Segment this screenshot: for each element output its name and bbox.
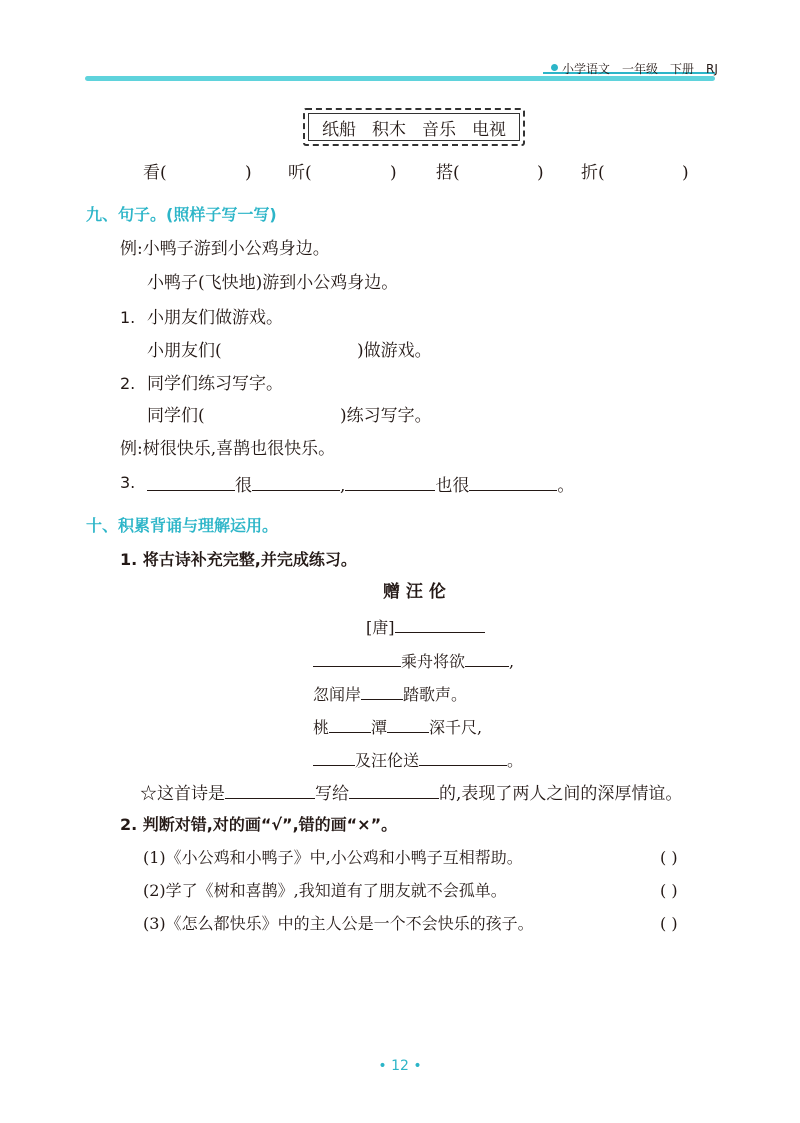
judgment-3: (3)《怎么都快乐》中的主人公是一个不会快乐的孩子。 [143,914,534,933]
word-box-item: 电视 [472,119,506,140]
poem-dynasty-line [366,617,485,636]
judgment-2: (2)学了《树和喜鹊》,我知道有了朋友就不会孤单。 [143,881,507,900]
poem-text: 。 [507,751,524,770]
q3-number: 3. [120,473,136,492]
section-10-title: 十、积累背诵与理解运用。 [86,516,279,535]
poem-text: , [509,652,515,671]
q3-period: 。 [557,476,575,496]
poem-line-4 [313,750,523,769]
verb-fill-1[interactable] [143,165,167,182]
example-1-answer: 小鸭子(飞快地)游到小公鸡身边。 [147,273,399,293]
verb-fill-3[interactable] [436,165,460,182]
q1-text: 小朋友们做游戏。 [147,308,283,328]
blank-field[interactable] [345,475,435,491]
q2-number: 2. [120,374,136,393]
poem-title: 赠 汪 伦 [383,582,446,602]
q1-fill-start: 小朋友们( [147,341,222,361]
header-edition: RJ [706,62,718,76]
q2-fill-start: 同学们( [147,406,205,426]
poem-text: 潭 [371,718,388,737]
verb-label: 看( [143,163,167,183]
example-1: 例:小鸭子游到小公鸡身边。 [120,239,330,259]
q2-fill-end: )练习写字。 [340,406,432,426]
q3-comma: , [340,476,346,496]
blank-field[interactable] [329,717,371,733]
poem-line-1 [313,651,514,670]
verb-label: 听( [288,163,312,183]
blank-field[interactable] [465,651,509,667]
verb-close: ) [390,163,397,183]
verb-close: ) [682,163,689,183]
q3-yehen: 也很 [435,476,470,496]
poem-dynasty: [唐] [366,618,395,637]
judgment-answer-box[interactable]: ( ) [660,881,678,900]
verb-label: 搭( [436,163,460,183]
example-2: 例:树很快乐,喜鹊也很快乐。 [120,439,336,459]
section-10-q1: 1. 将古诗补充完整,并完成练习。 [120,550,357,569]
poem-text: 踏歌声。 [403,685,468,704]
blank-field[interactable] [469,475,557,491]
header-grade: 一年级 [622,62,659,76]
q3-hen: 很 [235,476,252,496]
poem-line-2 [313,684,467,703]
poem-question [140,783,682,803]
word-box [303,108,525,146]
poem-text: 忽闻岸 [313,685,362,704]
star-text: 写给 [315,784,349,804]
page-number: • 12 • [378,1058,422,1074]
blank-field[interactable] [252,475,340,491]
judgment-1: (1)《小公鸡和小鸭子》中,小公鸡和小鸭子互相帮助。 [143,848,523,867]
judgment-answer-box[interactable]: ( ) [660,848,678,867]
word-box-item: 音乐 [422,119,456,140]
header-volume: 下册 [670,62,695,76]
header-subject: 小学语文 [562,62,611,76]
blank-field[interactable] [349,783,439,799]
verb-label: 折( [581,163,605,183]
blank-field[interactable] [361,684,403,700]
blank-field[interactable] [147,475,235,491]
poem-text: 桃 [313,718,330,737]
verb-close: ) [537,163,544,183]
verb-fill-2[interactable] [288,165,312,182]
q1-number: 1. [120,308,136,327]
word-box-item: 纸船 [322,119,356,140]
word-box-item: 积木 [372,119,406,140]
section-10-q2: 2. 判断对错,对的画“√”,错的画“×”。 [120,815,398,834]
header-dot-icon [551,64,558,71]
poem-text: 乘舟将欲 [401,652,466,671]
blank-field[interactable] [419,750,507,766]
blank-field[interactable] [225,783,315,799]
author-blank[interactable] [395,617,485,633]
verb-close: ) [245,163,252,183]
poem-line-3 [313,717,482,736]
poem-text: 及汪伦送 [355,751,420,770]
blank-field[interactable] [313,651,401,667]
poem-text: 深千尺, [429,718,483,737]
star-text: 的,表现了两人之间的深厚情谊。 [439,784,683,804]
judgment-answer-box[interactable]: ( ) [660,914,678,933]
star-text: ☆这首诗是 [140,784,225,804]
q3-line [147,475,574,495]
q2-text: 同学们练习写字。 [147,374,283,394]
blank-field[interactable] [313,750,355,766]
verb-fill-4[interactable] [581,165,605,182]
q1-fill-end: )做游戏。 [357,341,432,361]
header-info [562,60,730,77]
section-9-title: 九、句子。(照样子写一写) [86,205,277,224]
blank-field[interactable] [387,717,429,733]
